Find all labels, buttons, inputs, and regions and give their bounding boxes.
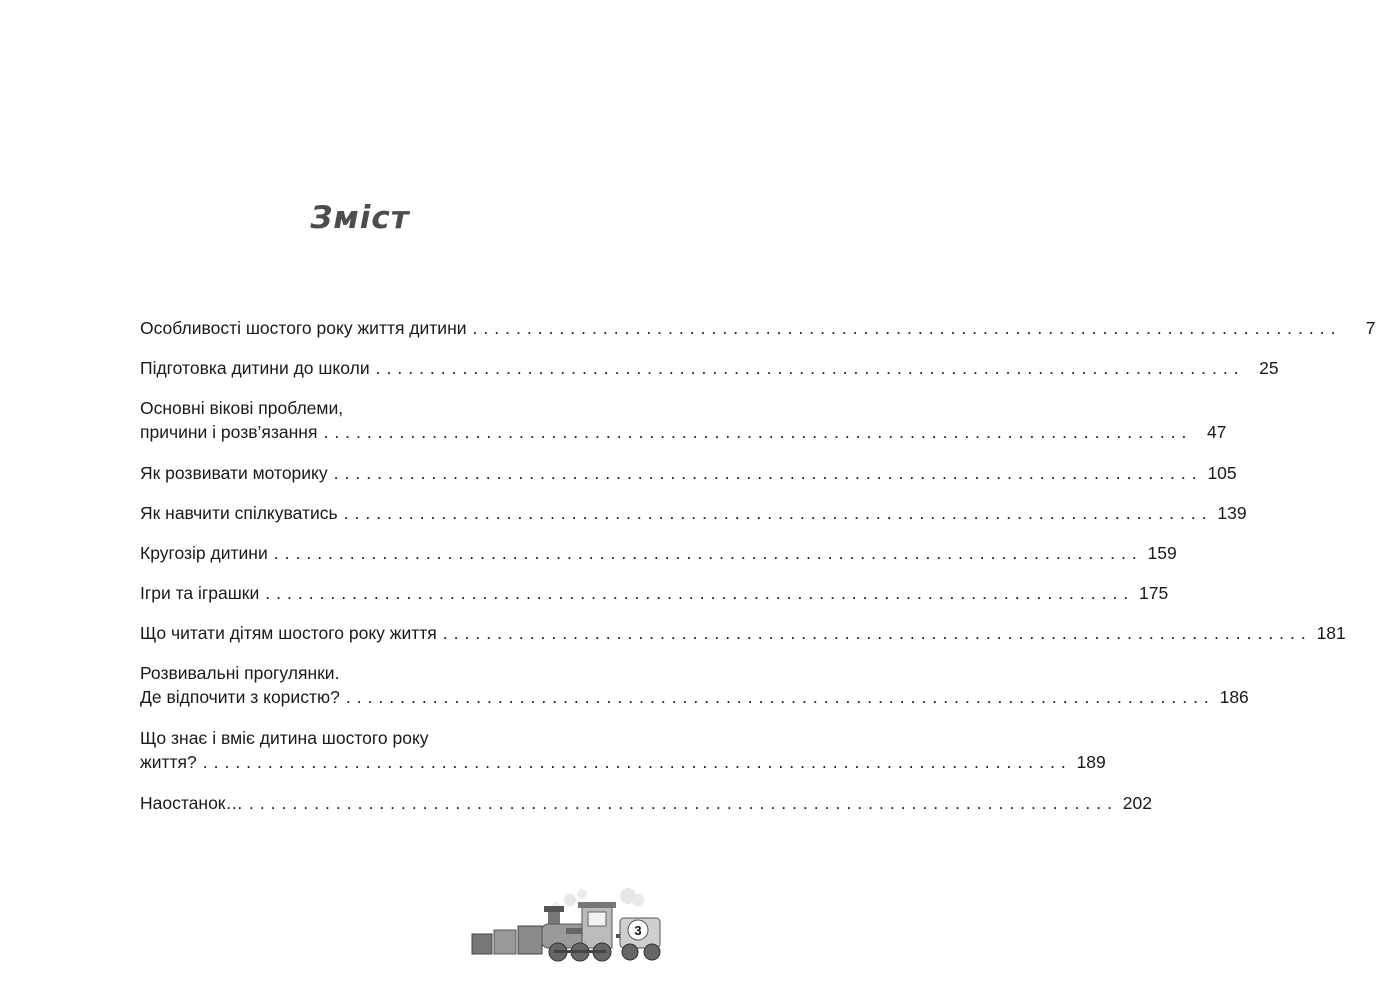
toc-entry-line xyxy=(140,316,1376,340)
page-title: Зміст xyxy=(310,200,410,236)
toc-page-number: 175 xyxy=(1139,583,1169,603)
toc-entry xyxy=(140,316,1376,340)
toc-leader-dots: ................................................................................ xyxy=(273,543,1143,563)
toc-leader-dots: ................................................................................ xyxy=(248,793,1118,813)
toc-entry-title: життя? xyxy=(140,752,197,772)
toc-entry xyxy=(140,661,1249,709)
toc-entry-title: Кругозір дитини xyxy=(140,543,268,563)
toc-entry-title: Ігри та іграшки xyxy=(140,583,260,603)
toc-entry xyxy=(140,726,1106,774)
toc-leader-dots: ................................................................................ xyxy=(442,623,1312,643)
toc-leader-dots: ................................................................................ xyxy=(345,687,1215,707)
toc-entry-title: Як навчити спілкуватись xyxy=(140,503,338,523)
toc-entry-line xyxy=(140,501,1247,525)
toc-page-number: 159 xyxy=(1147,543,1177,563)
page-number: 3 xyxy=(634,923,642,938)
toc-entry-title: Де відпочити з користю? xyxy=(140,687,340,707)
toc-page-number: 189 xyxy=(1076,752,1106,772)
toc-entry-title: Що читати дітям шостого року життя xyxy=(140,623,437,643)
toc-entry-title: Розвивальні прогулянки. xyxy=(140,663,340,683)
toc-entry-title: Основні вікові проблеми, xyxy=(140,398,344,418)
toc-leader-dots: ................................................................................ xyxy=(333,463,1203,483)
toc-page-number: 202 xyxy=(1122,793,1152,813)
toc-entry-line xyxy=(140,791,1152,815)
toc-page-number: 105 xyxy=(1207,463,1237,483)
toc-entry-title: причини і розв’язання xyxy=(140,422,318,442)
toc-entry xyxy=(140,501,1247,525)
toc-page-number: 25 xyxy=(1259,358,1279,378)
toc-entry xyxy=(140,396,1227,444)
toc-entry-line xyxy=(140,541,1177,565)
toc-entry xyxy=(140,621,1346,645)
toc-entry xyxy=(140,356,1279,380)
toc-leader-dots: ................................................................................ xyxy=(472,318,1342,338)
toc-entry-title: Що знає і вміє дитина шостого року xyxy=(140,728,429,748)
toc-leader-dots: ................................................................................ xyxy=(323,422,1193,442)
toc-entry-title: Наостанок… xyxy=(140,793,243,813)
toc-entry-title: Особливості шостого року життя дитини xyxy=(140,318,467,338)
toc-page-number: 181 xyxy=(1316,623,1346,643)
toc-page-number: 139 xyxy=(1217,503,1247,523)
toc-entry-line xyxy=(140,581,1169,605)
toc-entry xyxy=(140,791,1152,815)
toc-entry-line xyxy=(140,685,1249,709)
toc-page-number: 186 xyxy=(1219,687,1249,707)
toc-entry-line xyxy=(140,726,588,750)
toc-leader-dots: ................................................................................ xyxy=(265,583,1135,603)
toc-entry xyxy=(140,461,1237,485)
toc-entry-title: Підготовка дитини до школи xyxy=(140,358,370,378)
toc-page-number: 7 xyxy=(1365,318,1376,338)
toc-entry-line xyxy=(140,461,1237,485)
toc-leader-dots: ................................................................................ xyxy=(343,503,1213,523)
toc-entry-line xyxy=(140,750,1106,774)
toy-train-icon xyxy=(470,888,670,973)
toc-leader-dots: ................................................................................ xyxy=(375,358,1245,378)
toc-entry-line xyxy=(140,621,1346,645)
toc-entry-line xyxy=(140,420,1227,444)
toc-page-number: 47 xyxy=(1206,422,1227,442)
toc-entry xyxy=(140,581,1169,605)
toc-entry-line xyxy=(140,356,1279,380)
toc-leader-dots: ................................................................................ xyxy=(202,752,1072,772)
toc-entry-title: Як розвивати моторику xyxy=(140,463,328,483)
toc-entry xyxy=(140,541,1177,565)
toc-entry-line xyxy=(140,661,588,685)
toc-entry-line xyxy=(140,396,588,420)
